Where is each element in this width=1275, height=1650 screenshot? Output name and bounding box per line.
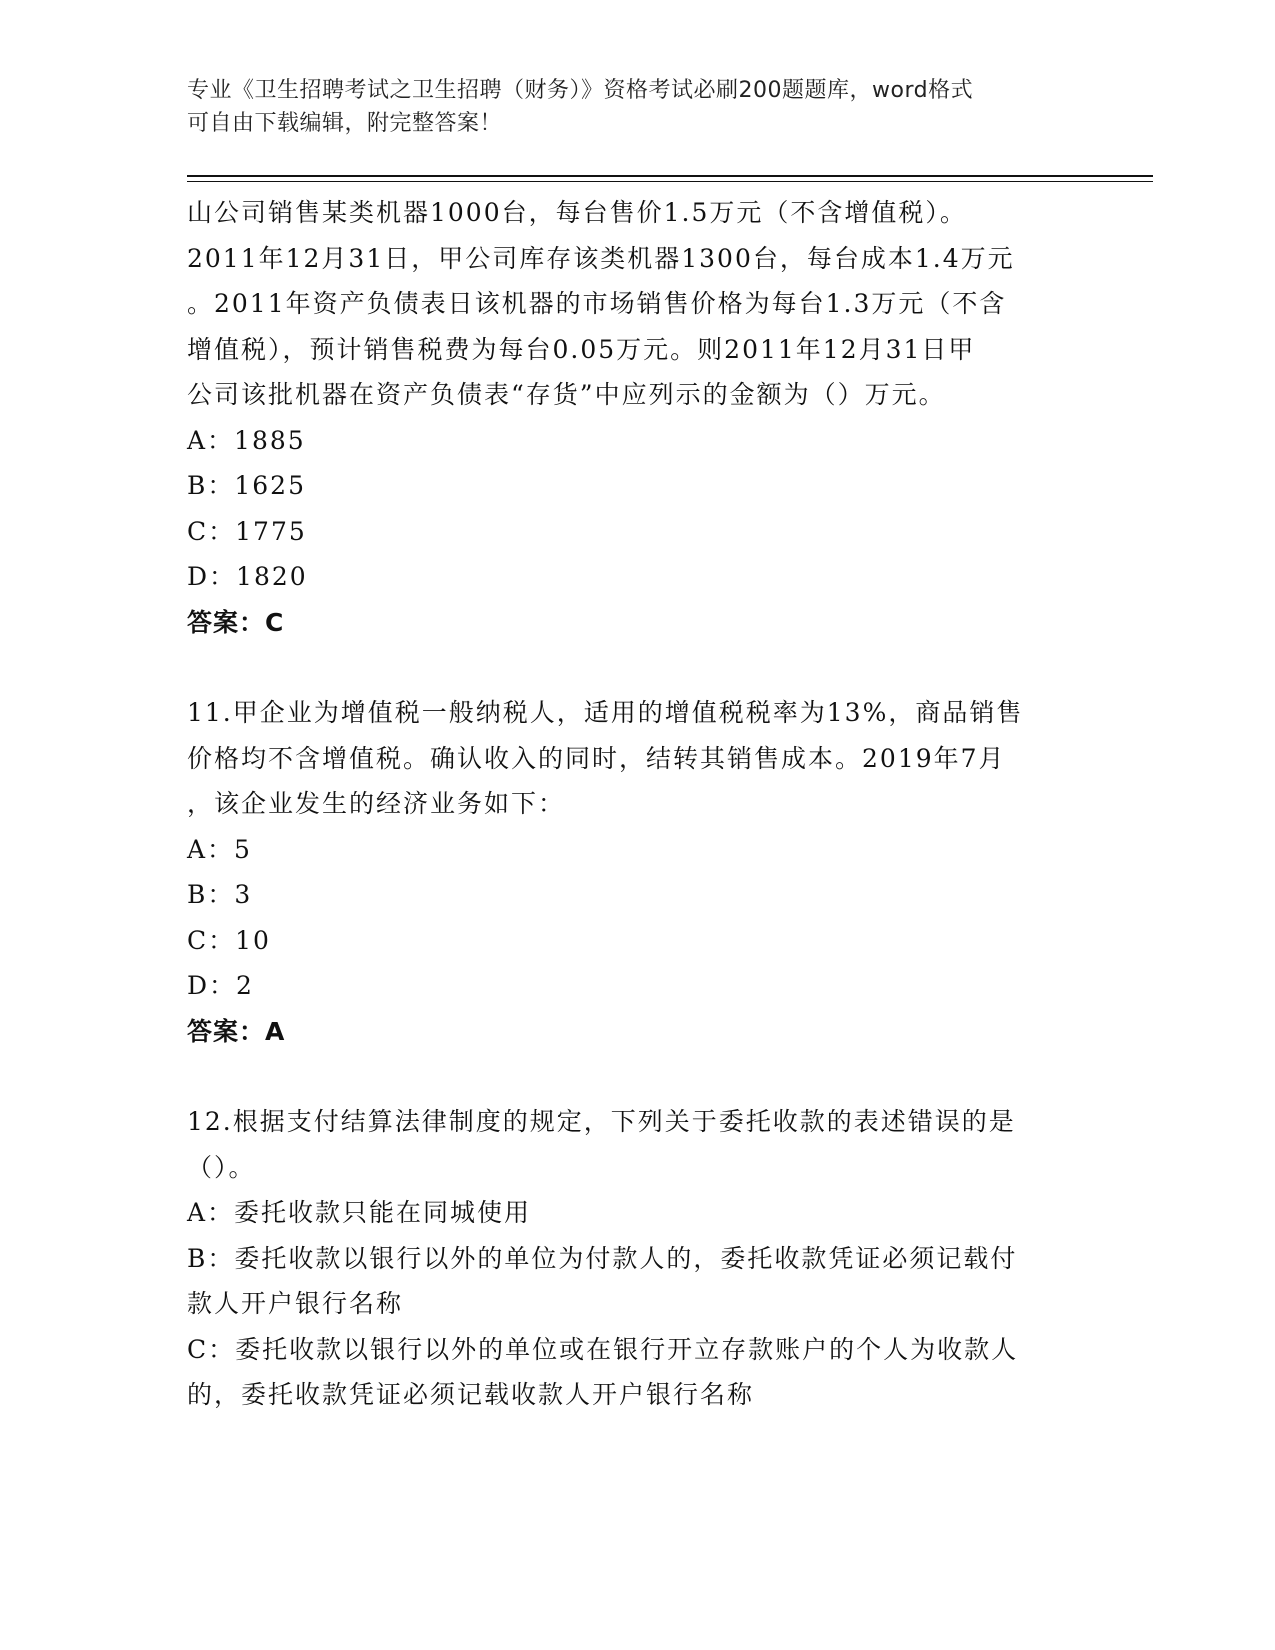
question-text-line: 公司该批机器在资产负债表“存货”中应列示的金额为（）万元。 — [187, 380, 946, 409]
header-title-line1: 专业《卫生招聘考试之卫生招聘（财务）》资格考试必刷200题题库，word格式 — [187, 78, 974, 103]
option-b-continued: 款人开户银行名称 — [187, 1289, 404, 1318]
header-divider-thick — [187, 175, 1153, 177]
option-d: D：2 — [187, 971, 254, 1000]
option-a: A：1885 — [187, 425, 306, 455]
option-c-continued: 的，委托收款凭证必须记载收款人开户银行名称 — [187, 1380, 755, 1409]
option-d: D：1820 — [187, 562, 308, 591]
question-12 — [187, 1099, 1087, 1418]
question-text-line: 山公司销售某类机器1000台，每台售价1.5万元（不含增值税）。 — [187, 198, 967, 227]
question-text-line: ，该企业发生的经济业务如下： — [187, 789, 566, 818]
question-spacer — [187, 1054, 1087, 1099]
answer-label: 答案：A — [187, 1016, 286, 1046]
question-text-line: 。2011年资产负债表日该机器的市场销售价格为每台1.3万元（不含 — [187, 289, 1007, 318]
option-b: B：3 — [187, 880, 253, 909]
option-a: A：5 — [187, 834, 252, 864]
option-a: A：委托收款只能在同城使用 — [187, 1198, 532, 1227]
document-header — [187, 74, 1067, 140]
question-text-line: 价格均不含增值税。确认收入的同时，结转其销售成本。2019年7月 — [187, 743, 1006, 773]
header-divider-thin — [187, 181, 1153, 182]
header-title-line2: 可自由下载编辑，附完整答案！ — [187, 111, 503, 136]
question-text-line: 增值税），预计销售税费为每台0.05万元。则2011年12月31日甲 — [187, 334, 976, 364]
question-10 — [187, 190, 1087, 645]
question-text-line: 2011年12月31日，甲公司库存该类机器1300台，每台成本1.4万元 — [187, 243, 1015, 273]
question-11 — [187, 690, 1087, 1054]
option-c: C：1775 — [187, 516, 307, 546]
question-text-line: 12.根据支付结算法律制度的规定，下列关于委托收款的表述错误的是 — [187, 1107, 1016, 1136]
question-text-line: 11.甲企业为增值税一般纳税人，适用的增值税税率为13%，商品销售 — [187, 698, 1024, 727]
document-body — [187, 190, 1087, 1418]
option-c: C：10 — [187, 925, 271, 955]
option-c: C：委托收款以银行以外的单位或在银行开立存款账户的个人为收款人 — [187, 1334, 1019, 1364]
question-spacer — [187, 645, 1087, 690]
option-b: B：1625 — [187, 471, 306, 500]
question-text-line: （）。 — [187, 1152, 256, 1182]
answer-label: 答案：C — [187, 607, 285, 637]
option-b: B：委托收款以银行以外的单位为付款人的，委托收款凭证必须记载付 — [187, 1243, 1018, 1273]
